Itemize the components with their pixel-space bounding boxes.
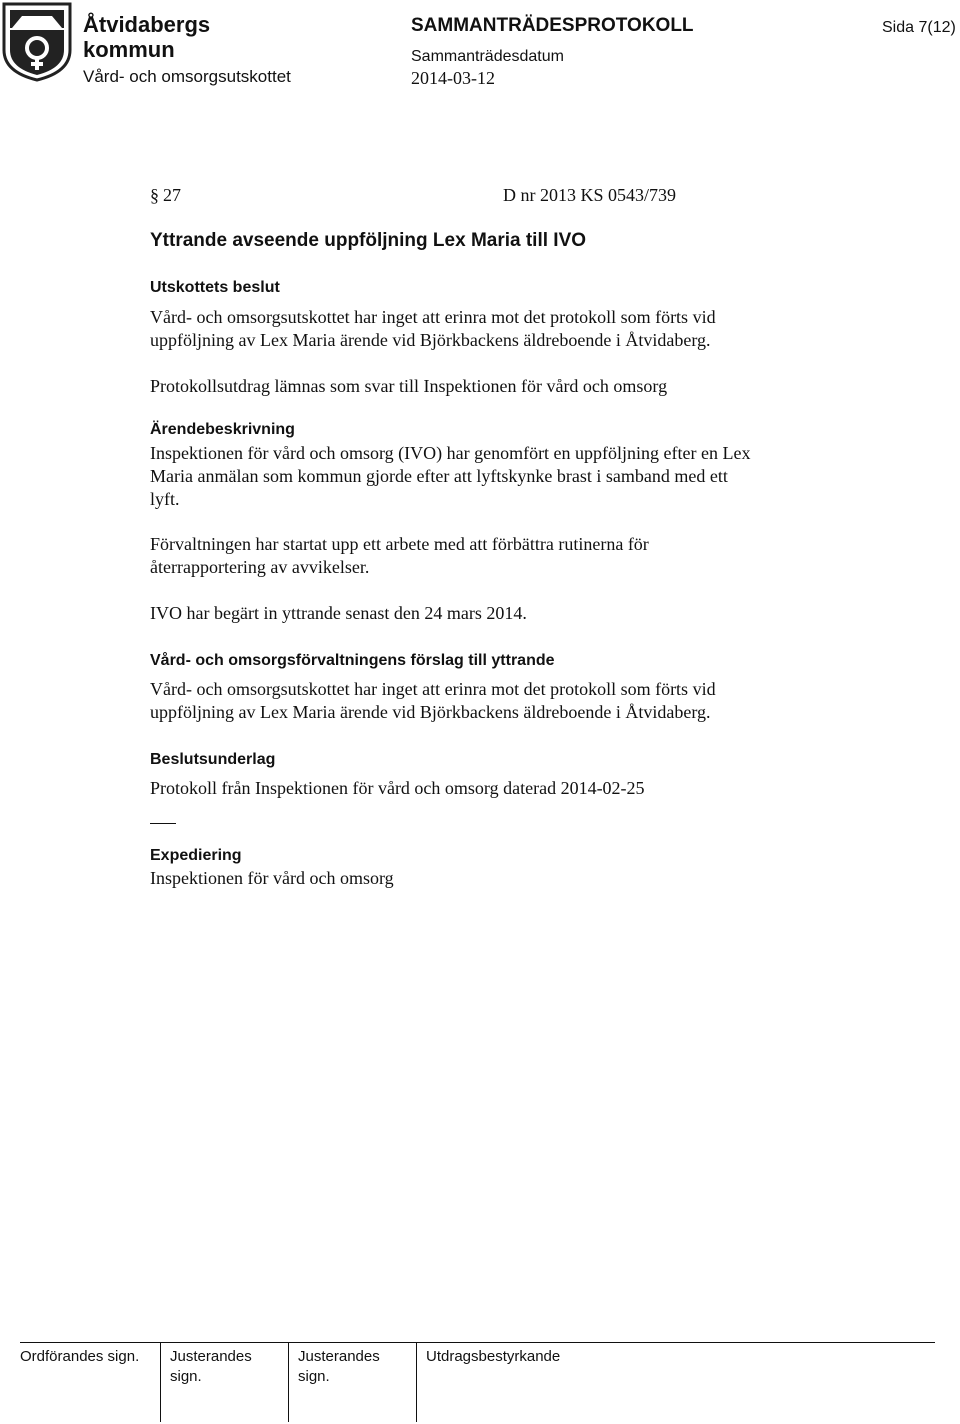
paragraph-line: uppföljning av Lex Maria ärende vid Björkbackens äldreboende i Åtvidaberg. bbox=[150, 702, 711, 722]
heading-beslut: Utskottets beslut bbox=[150, 279, 280, 296]
signature-footer bbox=[20, 1342, 935, 1422]
paragraph-line: Protokoll från Inspektionen för vård och omsorg daterad 2014-02-25 bbox=[150, 778, 645, 798]
paragraph-line: återrapportering av avvikelser. bbox=[150, 557, 370, 577]
diary-number: D nr 2013 KS 0543/739 bbox=[503, 185, 677, 205]
paragraph-line: Inspektionen för vård och omsorg bbox=[150, 868, 394, 888]
coat-of-arms-icon bbox=[2, 2, 72, 82]
divider bbox=[416, 1342, 417, 1422]
paragraph-line: Protokollsutdrag lämnas som svar till Inspektionen för vård och omsorg bbox=[150, 376, 668, 396]
adjuster-label-line2: sign. bbox=[170, 1368, 202, 1385]
document-title: SAMMANTRÄDESPROTOKOLL bbox=[411, 15, 694, 36]
heading-expediering: Expediering bbox=[150, 847, 242, 864]
paragraph-line: lyft. bbox=[150, 489, 180, 509]
department: Vård- och omsorgsutskottet bbox=[83, 67, 291, 86]
org-name: Åtvidabergs bbox=[83, 12, 211, 37]
heading-forslag: Vård- och omsorgsförvaltningens förslag till yttrande bbox=[150, 652, 555, 669]
adjuster2-label-line1: Justerandes bbox=[298, 1348, 380, 1365]
divider bbox=[150, 823, 176, 824]
meeting-date: 2014-03-12 bbox=[411, 68, 495, 88]
heading-arendebeskrivning: Ärendebeskrivning bbox=[150, 421, 295, 438]
paragraph-line: Vård- och omsorgsutskottet har inget att erinra mot det protokoll som förts vid bbox=[150, 679, 716, 699]
chair-signature-label: Ordförandes sign. bbox=[20, 1348, 140, 1365]
section-number: 27 bbox=[163, 185, 181, 205]
date-label: Sammanträdesdatum bbox=[411, 48, 564, 65]
paragraph-line: Maria anmälan som kommun gjorde efter att lyftskynke brast i samband med ett bbox=[150, 466, 728, 486]
org-name-line2: kommun bbox=[83, 37, 175, 62]
adjuster-signature-label bbox=[170, 1347, 252, 1387]
divider bbox=[160, 1342, 161, 1422]
heading-beslutsunderlag: Beslutsunderlag bbox=[150, 751, 276, 768]
paragraph-line: IVO har begärt in yttrande senast den 24 mars 2014. bbox=[150, 603, 527, 623]
divider bbox=[20, 1342, 935, 1343]
page-number: Sida 7(12) bbox=[882, 19, 956, 36]
paragraph-line: Inspektionen för vård och omsorg (IVO) har genomfört en uppföljning efter en Lex bbox=[150, 443, 751, 463]
adjuster-label-line1: Justerandes bbox=[170, 1348, 252, 1365]
paragraph-line: Vård- och omsorgsutskottet har inget att erinra mot det protokoll som förts vid bbox=[150, 307, 716, 327]
adjuster2-label-line2: sign. bbox=[298, 1368, 330, 1385]
paragraph-line: Förvaltningen har startat upp ett arbete med att förbättra rutinerna för bbox=[150, 534, 649, 554]
section-sign: § bbox=[150, 185, 159, 205]
divider bbox=[288, 1342, 289, 1422]
paragraph-line: uppföljning av Lex Maria ärende vid Björkbackens äldreboende i Åtvidaberg. bbox=[150, 330, 711, 350]
item-title: Yttrande avseende uppföljning Lex Maria till IVO bbox=[150, 230, 587, 251]
adjuster2-signature-label bbox=[298, 1347, 380, 1387]
extract-certification-label: Utdragsbestyrkande bbox=[426, 1348, 561, 1365]
